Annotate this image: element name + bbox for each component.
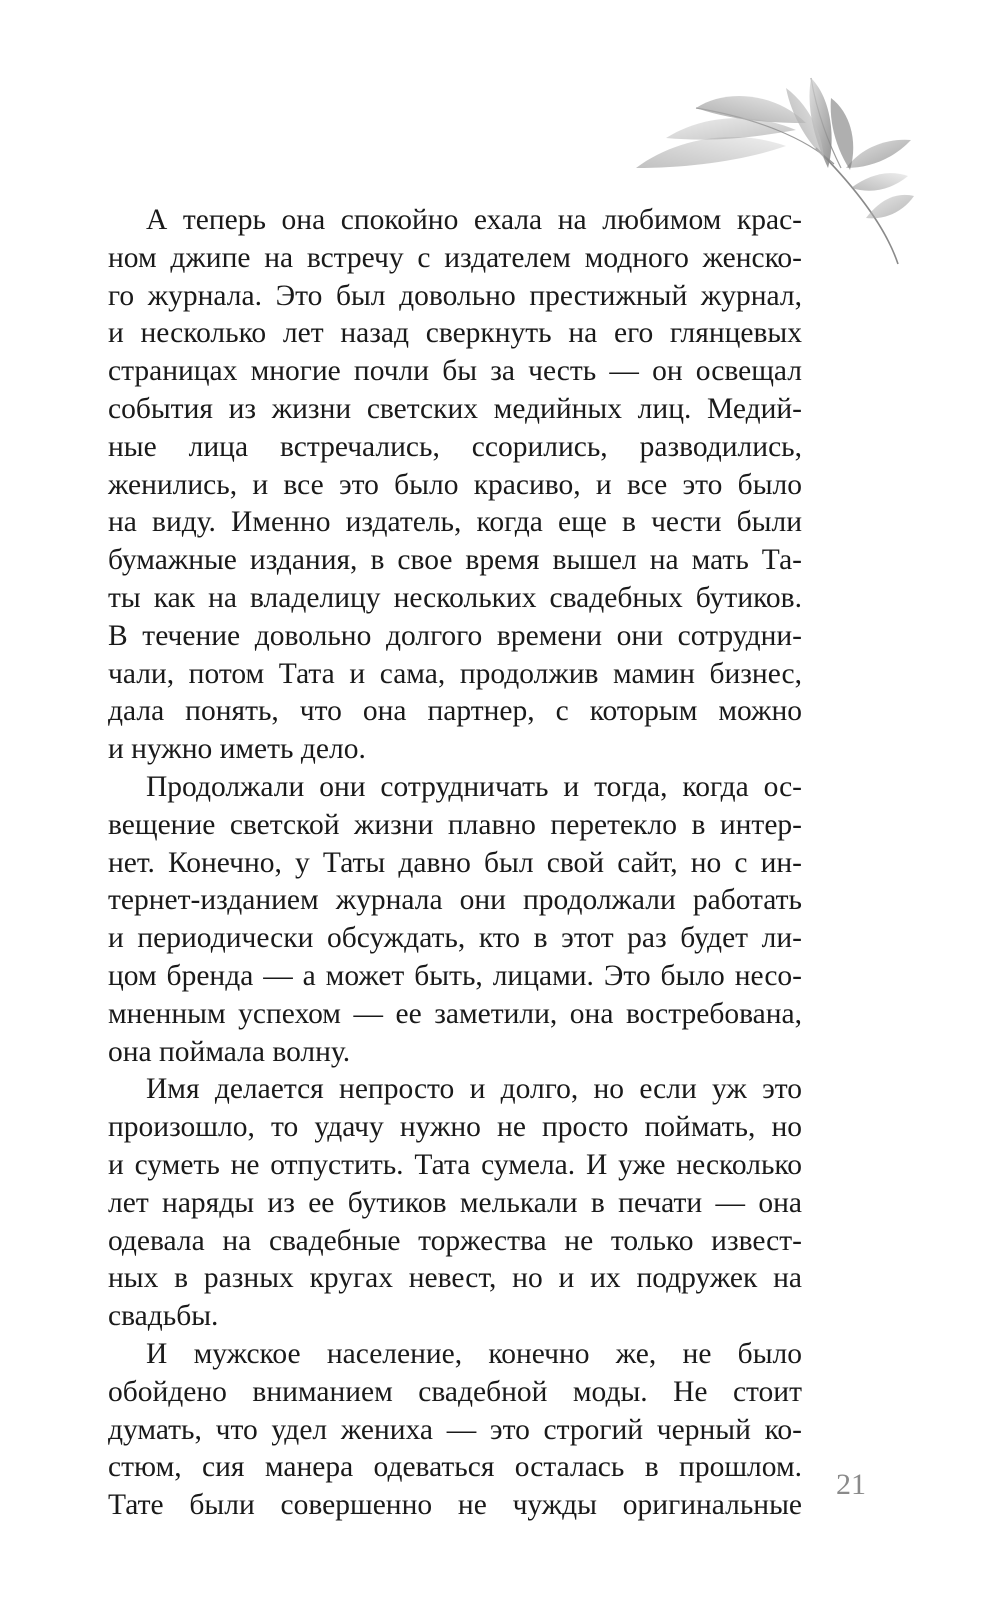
text-line: обойдено вниманием свадебной моды. Не стоит [108, 1375, 802, 1408]
text-line: стюм, сия манера одеваться осталась в прошлом. [108, 1451, 802, 1484]
text-line: ном джипе на встречу с издателем модного женско- [108, 241, 802, 274]
text-line: и несколько лет назад сверкнуть на его глянцевых [108, 317, 802, 350]
text-line: произошло, то удачу нужно не просто поймать, но [108, 1111, 802, 1144]
text-line: бумажные издания, в свое время вышел на мать Та- [108, 544, 802, 577]
text-line: страницах многие почли бы за честь — он освещал [108, 355, 802, 388]
text-line: и периодически обсуждать, кто в этот раз будет ли- [108, 922, 802, 955]
text-line: И мужское население, конечно же, не было [146, 1337, 802, 1370]
body-text [108, 202, 802, 1525]
text-line: думать, что удел жениха — это строгий черный ко- [108, 1413, 802, 1446]
text-line: она поймала волну. [108, 1035, 351, 1068]
text-line: ты как на владелицу нескольких свадебных бутиков. [108, 581, 802, 614]
text-line: дала понять, что она партнер, с которым можно [108, 695, 802, 728]
text-line: Продолжали они сотрудничать и тогда, когда ос- [146, 770, 802, 803]
page-number: 21 [836, 1468, 866, 1501]
text-line: мненным успехом — ее заметили, она востребована, [108, 997, 802, 1030]
text-line: на виду. Именно издатель, когда еще в чести были [108, 506, 802, 539]
text-line: события из жизни светских медийных лиц. Медий- [108, 392, 802, 425]
text-line: Тате были совершенно не чужды оригинальные [108, 1489, 802, 1522]
text-line: ные лица встречались, ссорились, разводились, [108, 430, 802, 463]
text-line: лет наряды из ее бутиков мелькали в печати — она [108, 1186, 802, 1219]
text-line: В течение довольно долгого времени они сотрудни- [108, 619, 802, 652]
text-line: и суметь не отпустить. Тата сумела. И уже несколько [108, 1148, 802, 1181]
text-line: нет. Конечно, у Таты давно был свой сайт, но с ин- [108, 846, 802, 879]
text-line: тернет-изданием журнала они продолжали работать [108, 884, 802, 917]
text-line: Имя делается непросто и долго, но если уж это [146, 1073, 802, 1106]
text-line: одевала на свадебные торжества не только извест- [108, 1224, 802, 1257]
text-line: вещение светской жизни плавно перетекло в интер- [108, 808, 802, 841]
text-line: свадьбы. [108, 1300, 219, 1333]
text-line: го журнала. Это был довольно престижный журнал, [108, 279, 802, 312]
text-line: ных в разных кругах невест, но и их подружек на [108, 1262, 802, 1295]
text-line: женились, и все это было красиво, и все это было [108, 468, 802, 501]
text-line: цом бренда — а может быть, лицами. Это было несо- [108, 959, 802, 992]
text-line: чали, потом Тата и сама, продолжив мамин бизнес, [108, 657, 802, 690]
text-line: и нужно иметь дело. [108, 733, 366, 766]
text-line: А теперь она спокойно ехала на любимом крас- [146, 204, 802, 236]
